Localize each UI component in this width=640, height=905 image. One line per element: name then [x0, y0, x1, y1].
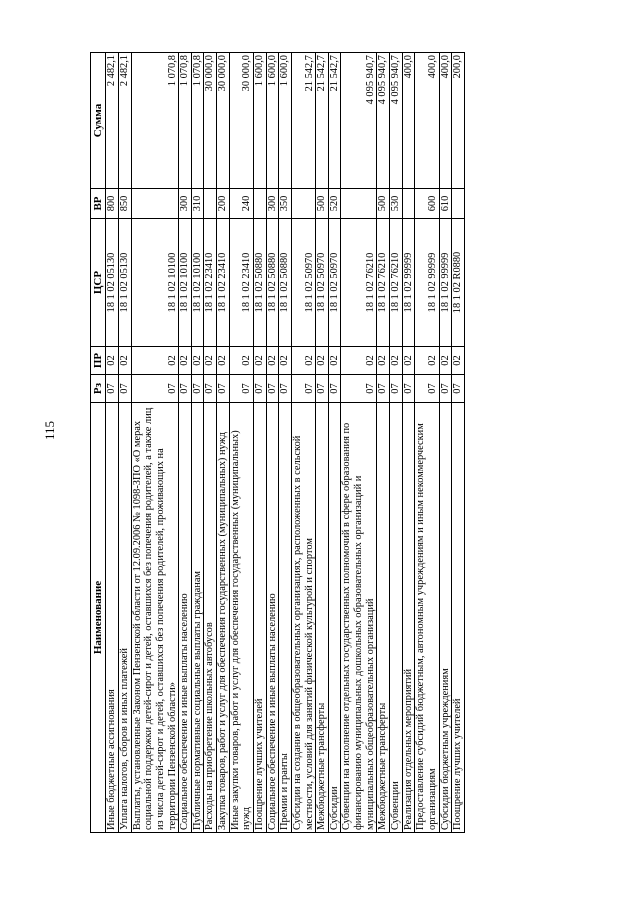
cell-pr: 02 [341, 347, 377, 375]
table-row [291, 53, 315, 833]
cell-csr: 18 1 02 76210 [390, 219, 403, 347]
cell-csr: 18 1 02 50970 [291, 219, 315, 347]
cell-pr: 02 [204, 347, 217, 375]
cell-csr: 18 1 02 10100 [179, 219, 192, 347]
cell-vr: 530 [390, 189, 403, 219]
cell-vr: 500 [377, 189, 390, 219]
cell-rz: 07 [229, 375, 253, 403]
cell-csr: 18 1 02 10100 [191, 219, 204, 347]
table-row [279, 53, 292, 833]
cell-rz: 07 [279, 375, 292, 403]
cell-vr: 240 [229, 189, 253, 219]
page-number: 115 [42, 420, 57, 440]
cell-vr: 300 [179, 189, 192, 219]
cell-rz: 07 [254, 375, 267, 403]
cell-pr: 02 [131, 347, 179, 375]
cell-sum: 2 482,1 [118, 53, 131, 189]
cell-rz: 07 [452, 375, 465, 403]
cell-vr [402, 189, 415, 219]
cell-rz: 07 [266, 375, 279, 403]
cell-csr: 18 1 02 10100 [131, 219, 179, 347]
cell-csr: 18 1 02 05130 [106, 219, 119, 347]
cell-csr: 18 1 02 23410 [204, 219, 217, 347]
cell-csr: 18 1 02 50880 [279, 219, 292, 347]
cell-vr: 200 [217, 189, 230, 219]
cell-rz: 07 [377, 375, 390, 403]
cell-rz: 07 [191, 375, 204, 403]
cell-rz: 07 [439, 375, 452, 403]
header-vr: ВР [91, 189, 106, 219]
cell-pr: 02 [452, 347, 465, 375]
cell-pr: 02 [229, 347, 253, 375]
cell-csr: 18 1 02 50970 [316, 219, 329, 347]
cell-vr [254, 189, 267, 219]
cell-vr [204, 189, 217, 219]
cell-sum: 4 095 940,7 [341, 53, 377, 189]
cell-sum: 4 095 940,7 [390, 53, 403, 189]
cell-name: Публичные нормативные социальные выплаты гражданам [191, 403, 204, 833]
cell-rz: 07 [204, 375, 217, 403]
table-row [328, 53, 341, 833]
cell-rz: 07 [118, 375, 131, 403]
table-row [415, 53, 439, 833]
cell-pr: 02 [217, 347, 230, 375]
cell-rz: 07 [341, 375, 377, 403]
table-row [377, 53, 390, 833]
cell-vr: 310 [191, 189, 204, 219]
cell-vr [291, 189, 315, 219]
table-row [106, 53, 119, 833]
cell-vr [131, 189, 179, 219]
cell-rz: 07 [316, 375, 329, 403]
cell-csr: 18 1 02 76210 [377, 219, 390, 347]
cell-name: Иные бюджетные ассигнования [106, 403, 119, 833]
cell-rz: 07 [415, 375, 439, 403]
cell-rz: 07 [402, 375, 415, 403]
cell-csr: 18 1 02 99999 [439, 219, 452, 347]
table-row [118, 53, 131, 833]
cell-csr: 18 1 02 23410 [217, 219, 230, 347]
cell-csr: 18 1 02 99999 [402, 219, 415, 347]
cell-pr: 02 [415, 347, 439, 375]
cell-vr: 350 [279, 189, 292, 219]
cell-csr: 18 1 02 05130 [118, 219, 131, 347]
cell-rz: 07 [217, 375, 230, 403]
table-body [106, 53, 465, 833]
cell-sum: 30 000,0 [229, 53, 253, 189]
cell-sum: 4 095 940,7 [377, 53, 390, 189]
cell-name: Субсидии на создание в общеобразовательных организациях, расположенных в сельской местности, условий для занятий физической культурой и спортом [291, 403, 315, 833]
table-row [452, 53, 465, 833]
cell-name: Премии и гранты [279, 403, 292, 833]
cell-pr: 02 [191, 347, 204, 375]
cell-pr: 02 [266, 347, 279, 375]
cell-name: Субвенции [390, 403, 403, 833]
cell-csr: 18 1 02 50970 [328, 219, 341, 347]
cell-rz: 07 [106, 375, 119, 403]
table-row [229, 53, 253, 833]
cell-vr: 300 [266, 189, 279, 219]
header-rz: Рз [91, 375, 106, 403]
cell-pr: 02 [439, 347, 452, 375]
cell-sum: 30 000,0 [204, 53, 217, 189]
cell-sum: 21 542,7 [328, 53, 341, 189]
cell-rz: 07 [131, 375, 179, 403]
cell-vr: 610 [439, 189, 452, 219]
cell-name: Субвенции на исполнение отдельных государственных полномочий в сфере образования по финансированию муниципальных дошкольных образовательных организаций и муниципальных общеобразовательных организаций [341, 403, 377, 833]
header-sum: Сумма [91, 53, 106, 189]
cell-vr: 520 [328, 189, 341, 219]
cell-name: Межбюджетные трансферты [316, 403, 329, 833]
cell-name: Предоставление субсидий бюджетным, автономным учреждениям и иным некоммерческим организациям [415, 403, 439, 833]
cell-name: Межбюджетные трансферты [377, 403, 390, 833]
cell-name: Поощрение лучших учителей [452, 403, 465, 833]
cell-sum: 1 600,0 [254, 53, 267, 189]
cell-vr: 600 [415, 189, 439, 219]
table-header-row [91, 53, 106, 833]
table-row [402, 53, 415, 833]
header-pr: ПР [91, 347, 106, 375]
cell-pr: 02 [390, 347, 403, 375]
cell-name: Выплаты, установленные Законом Пензенской области от 12.09.2006 № 1098-ЗПО «О мерах социальной поддержки детей-сирот и детей, оставшихся без попечения родителей, а также лиц из числа детей-сирот и детей, оставшихся без попечения родителей, проживающих на территории Пензенской области» [131, 403, 179, 833]
cell-vr [452, 189, 465, 219]
cell-sum: 1 600,0 [266, 53, 279, 189]
cell-vr: 500 [316, 189, 329, 219]
cell-pr: 02 [377, 347, 390, 375]
cell-name: Социальное обеспечение и иные выплаты населению [179, 403, 192, 833]
cell-csr: 18 1 02 R0880 [452, 219, 465, 347]
cell-vr: 800 [106, 189, 119, 219]
cell-sum: 400,0 [402, 53, 415, 189]
cell-name: Социальное обеспечение и иные выплаты населению [266, 403, 279, 833]
cell-csr: 18 1 02 23410 [229, 219, 253, 347]
rotated-table-container [90, 53, 465, 833]
cell-rz: 07 [291, 375, 315, 403]
cell-csr: 18 1 02 99999 [415, 219, 439, 347]
cell-sum: 400,0 [415, 53, 439, 189]
cell-sum: 30 000,0 [217, 53, 230, 189]
table-row [439, 53, 452, 833]
cell-pr: 02 [254, 347, 267, 375]
cell-sum: 1 600,0 [279, 53, 292, 189]
cell-csr: 18 1 02 50880 [266, 219, 279, 347]
table-row [204, 53, 217, 833]
budget-table [90, 52, 465, 833]
table-row [131, 53, 179, 833]
table-row [191, 53, 204, 833]
cell-name: Субсидии [328, 403, 341, 833]
cell-sum: 200,0 [452, 53, 465, 189]
cell-name: Реализация отдельных мероприятий [402, 403, 415, 833]
table-row [341, 53, 377, 833]
cell-pr: 02 [106, 347, 119, 375]
cell-name: Закупка товаров, работ и услуг для обеспечения государственных (муниципальных) нужд [217, 403, 230, 833]
table-row [266, 53, 279, 833]
cell-name: Расходы на приобретение школьных автобусов [204, 403, 217, 833]
cell-sum: 1 070,8 [131, 53, 179, 189]
cell-csr: 18 1 02 76210 [341, 219, 377, 347]
cell-rz: 07 [390, 375, 403, 403]
cell-pr: 02 [118, 347, 131, 375]
cell-rz: 07 [179, 375, 192, 403]
cell-name: Иные закупки товаров, работ и услуг для обеспечения государственных (муниципальных) нужд [229, 403, 253, 833]
cell-name: Поощрение лучших учителей [254, 403, 267, 833]
cell-csr: 18 1 02 50880 [254, 219, 267, 347]
table-row [254, 53, 267, 833]
header-name: Наименование [91, 403, 106, 833]
table-row [217, 53, 230, 833]
table-row [179, 53, 192, 833]
cell-name: Субсидии бюджетным учреждениям [439, 403, 452, 833]
cell-sum: 1 070,8 [191, 53, 204, 189]
cell-pr: 02 [316, 347, 329, 375]
cell-sum: 1 070,8 [179, 53, 192, 189]
header-csr: ЦСР [91, 219, 106, 347]
cell-sum: 2 482,1 [106, 53, 119, 189]
cell-pr: 02 [328, 347, 341, 375]
cell-sum: 400,0 [439, 53, 452, 189]
cell-sum: 21 542,7 [316, 53, 329, 189]
table-row [316, 53, 329, 833]
cell-vr: 850 [118, 189, 131, 219]
cell-name: Уплата налогов, сборов и иных платежей [118, 403, 131, 833]
cell-pr: 02 [179, 347, 192, 375]
cell-pr: 02 [402, 347, 415, 375]
cell-vr [341, 189, 377, 219]
cell-rz: 07 [328, 375, 341, 403]
cell-pr: 02 [291, 347, 315, 375]
cell-pr: 02 [279, 347, 292, 375]
table-row [390, 53, 403, 833]
cell-sum: 21 542,7 [291, 53, 315, 189]
